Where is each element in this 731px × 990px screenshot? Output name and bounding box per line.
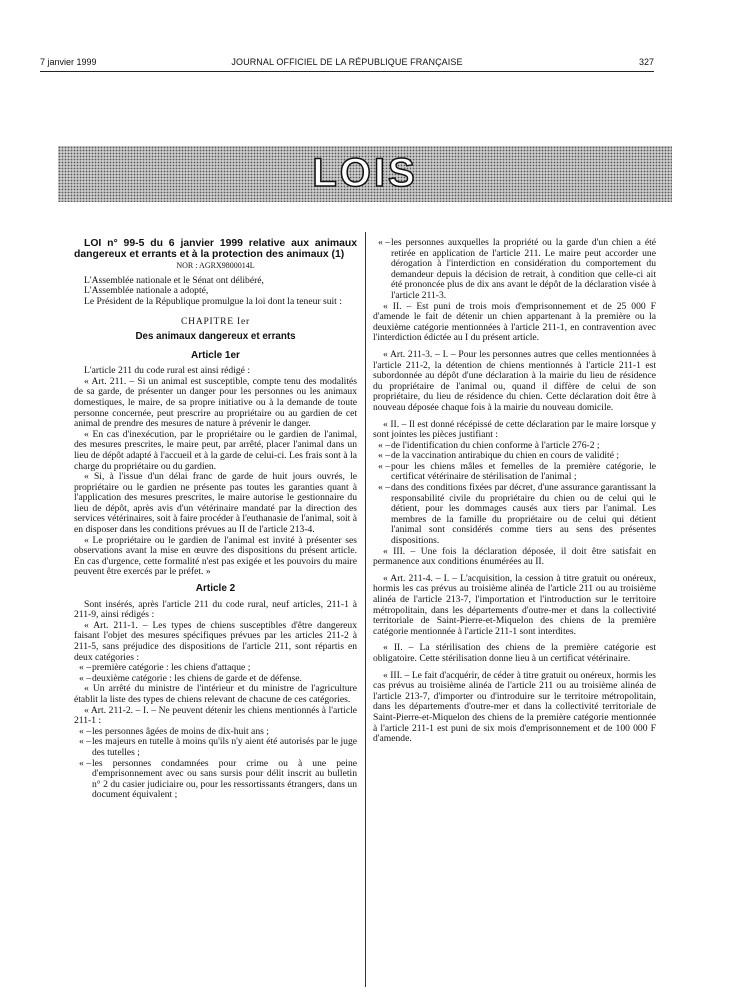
law-title: LOI n° 99-5 du 6 janvier 1999 relative aux animaux dangereux et errants et à la protection des animaux (1) [74, 238, 357, 260]
list-item: « – de la vaccination antirabique du chien en cours de validité ; [378, 450, 620, 462]
banner-title: LOIS [312, 151, 418, 195]
list-item: « – les majeurs en tutelle à moins qu'ils n'y aient été autorisés par le juge des tutelles ; [79, 736, 357, 758]
article-paragraph: Sont insérés, après l'article 211 du code rural, neuf articles, 211-1 à 211-9, ainsi rédigés : [74, 598, 357, 621]
section-banner [58, 146, 672, 202]
article-paragraph: « II. – Est puni de trois mois d'emprisonnement et de 25 000 F d'amende le fait de détenir un chien appartenant à la première ou la deuxième catégorie mentionnées à l'article 211-1, en contravention avec l'interdiction édictée au I du présent article. [373, 300, 656, 344]
chapter-title: Des animaux dangereux et errants [135, 330, 296, 342]
list-item: « – les personnes auxquelles la propriété ou la garde d'un chien a été retirée en application de l'article 211. Le maire peut accorder une dérogation à l'interdiction en considération du comportement du demandeur depuis la décision de retrait, à condition que celle-ci ait été prononcée plus de dix ans avant le dépôt de la déclaration visée à l'article 211-3. [378, 237, 656, 301]
header-rule [40, 71, 654, 72]
list-item: « – les personnes âgées de moins de dix-huit ans ; [79, 725, 269, 737]
header-date: 7 janvier 1999 [40, 57, 97, 67]
list-item: « – deuxième catégorie : les chiens de garde et de défense. [79, 672, 302, 684]
article-paragraph: « II. – La stérilisation des chiens de la première catégorie est obligatoire. Cette stérilisation donne lieu à un certificat vétérinaire. [373, 642, 656, 664]
list-item: « – les personnes condamnées pour crime ou à une peine d'emprisonnement avec ou sans sursis pour délit inscrit au bulletin n° 2 du casier judiciaire ou, pour les ressortissants étrangers, dans un document équivalent ; [79, 757, 357, 801]
page-header [40, 57, 654, 71]
article-paragraph: « En cas d'inexécution, par le propriétaire ou le gardien de l'animal, des mesures prescrites, le maire peut, par arrêté, placer l'animal dans un lieu de dépôt adapté à l'accueil et à la garde de celui-ci. Les frais sont à la charge du propriétaire ou du gardien. [74, 428, 357, 472]
list-item: « – première catégorie : les chiens d'attaque ; [79, 662, 251, 674]
list-item: « – pour les chiens mâles et femelles de la première catégorie, le certificat vétérinaire de stérilisation de l'animal ; [378, 460, 656, 483]
article-paragraph: « Un arrêté du ministre de l'intérieur et du ministre de l'agriculture établit la liste des types de chiens relevant de chacune de ces catégories. [74, 683, 357, 705]
article-paragraph: « Art. 211. – Si un animal est susceptible, compte tenu des modalités de sa garde, de présenter un danger pour les personnes ou les animaux domestiques, le maire, de sa propre initiative ou à la demande de toute personne concernée, peut prescrire au propriétaire ou au gardien de cet animal de prendre des mesures de nature à prévenir le danger. [74, 375, 357, 430]
intro-line: L'Assemblée nationale a adopté, [84, 285, 209, 297]
nor-reference: NOR : AGRX9800014L [176, 261, 255, 270]
article-paragraph: « Si, à l'issue d'un délai franc de garde de huit jours ouvrés, le propriétaire ou le gardien ne présente pas toutes les garanties quant à l'application des mesures prescrites, le maire autorise le gestionnaire du lieu de dépôt, après avis d'un vétérinaire mandaté par la direction des services vétérinaires, soit à faire procéder à l'euthanasie de l'animal, soit à en disposer dans les conditions prévues au II de l'article 213-4. [74, 471, 357, 536]
article-paragraph: « Art. 211-4. – I. – L'acquisition, la cession à titre gratuit ou onéreux, hormis les cas prévus au troisième alinéa de l'article 211 ou au troisième alinéa de l'article 213-7, l'importation et l'introduction sur le territoire métropolitain, dans les départements d'outre-mer et dans la collectivité territoriale de Saint-Pierre-et-Miquelon des chiens de la première catégorie mentionnée à l'article 211-1 sont interdites. [373, 572, 656, 637]
article-paragraph: « III. – Une fois la déclaration déposée, il doit être satisfait en permanence aux conditions énumérées au II. [373, 545, 656, 568]
article-paragraph: « Art. 211-3. – I. – Pour les personnes autres que celles mentionnées à l'article 211-2, la détention de chiens mentionnés à l'article 211-1 est subordonnée au dépôt d'une déclaration à la mairie du lieu de résidence du propriétaire de l'animal ou, quand il diffère de celui de son propriétaire, du lieu de résidence du chien. Cette déclaration doit être à nouveau déposée chaque fois à la mairie du nouveau domicile. [373, 348, 656, 413]
article-paragraph: « III. – Le fait d'acquérir, de céder à titre gratuit ou onéreux, hormis les cas prévus au troisième alinéa de l'article 211 ou au troisième alinéa de l'article 213-7, d'importer ou d'introduire sur le territoire métropolitain, dans les départements d'outre-mer et dans la collectivité territoriale de Saint-Pierre-et-Miquelon des chiens de la première catégorie mentionnée à l'article 211-1 est puni de six mois d'emprisonnement et de 100 000 F d'amende. [373, 669, 656, 745]
chapter-label: CHAPITRE Ier [181, 317, 250, 328]
article-paragraph: « Art. 211-2. – I. – Ne peuvent détenir les chiens mentionnés à l'article 211-1 : [74, 704, 357, 727]
list-item: « – de l'identification du chien conforme à l'article 276-2 ; [378, 439, 600, 451]
intro-line: L'Assemblée nationale et le Sénat ont délibéré, [84, 274, 264, 286]
header-page-number: 327 [638, 57, 654, 67]
header-journal-title: JOURNAL OFFICIEL DE LA RÉPUBLIQUE FRANÇAISE [231, 57, 463, 67]
article-paragraph: « Art. 211-1. – Les types de chiens susceptibles d'être dangereux faisant l'objet des mesures spécifiques prévues par les articles 211-2 à 211-5, sans préjudice des dispositions de l'article 211, sont répartis en deux catégories : [74, 619, 357, 663]
article-paragraph: L'article 211 du code rural est ainsi rédigé : [84, 365, 251, 377]
right-column [373, 238, 656, 745]
article-2-title: Article 2 [195, 583, 236, 595]
column-divider [365, 232, 366, 987]
article-1-title: Article 1er [191, 349, 240, 361]
article-paragraph: « Le propriétaire ou le gardien de l'animal est invité à présenter ses observations avant la mise en œuvre des dispositions du présent article. En cas d'urgence, cette formalité n'est pas exigée et les pouvoirs du maire peuvent être exercés par le préfet. » [74, 534, 357, 578]
list-item: « – dans des conditions fixées par décret, d'une assurance garantissant la responsabilité civile du propriétaire du chien ou de celui qui le détient, pour les dommages causés aux tiers par l'animal. Les membres de la famille du propriétaire ou de celui qui détient l'animal sont considérés comme tiers au sens des présentes dispositions. [378, 482, 656, 547]
article-paragraph: « II. – Il est donné récépissé de cette déclaration par le maire lorsque y sont jointes les pièces justifiant : [373, 418, 656, 441]
left-column [74, 238, 357, 801]
intro-line: Le Président de la République promulgue la loi dont la teneur suit : [84, 295, 342, 307]
